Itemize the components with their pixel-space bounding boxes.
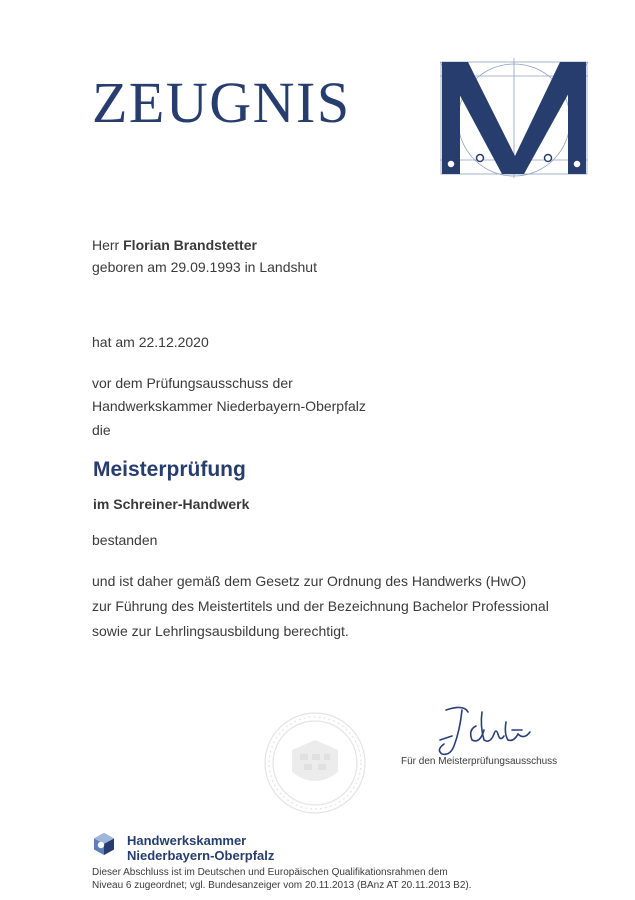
handwritten-signature-icon bbox=[432, 700, 538, 764]
org-name-line-1: Handwerkskammer bbox=[127, 833, 247, 848]
embossed-seal-icon bbox=[262, 710, 368, 816]
handwerkskammer-logo-icon bbox=[92, 832, 116, 856]
article-text: die bbox=[92, 422, 111, 438]
entitlement-line-2: zur Führung des Meistertitels und der Bezeichnung Bachelor Professional bbox=[92, 598, 549, 614]
org-name-line-2: Niederbayern-Oberpfalz bbox=[127, 848, 275, 863]
footnote-line-2: Niveau 6 zugeordnet; vgl. Bundesanzeiger vom 20.11.2013 (BAnz AT 20.11.2013 B2). bbox=[92, 880, 472, 891]
candidate-name-line bbox=[92, 236, 257, 254]
candidate-name: Florian Brandstetter bbox=[123, 237, 257, 253]
entitlement-line-1: und ist daher gemäß dem Gesetz zur Ordnung des Handwerks (HwO) bbox=[92, 573, 527, 589]
exam-date-line: hat am 22.12.2020 bbox=[92, 334, 209, 350]
m-monogram-logo-icon bbox=[440, 58, 588, 178]
committee-line-1: vor dem Prüfungsausschuss der bbox=[92, 375, 293, 391]
signature-caption: Für den Meisterprüfungsausschuss bbox=[401, 756, 558, 767]
document-title: ZEUGNIS bbox=[92, 70, 351, 135]
result-text: bestanden bbox=[92, 532, 158, 548]
committee-line-2: Handwerkskammer Niederbayern-Oberpfalz bbox=[92, 398, 366, 414]
salutation: Herr bbox=[92, 237, 120, 253]
birth-line: geboren am 29.09.1993 in Landshut bbox=[92, 259, 317, 275]
footnote-line-1: Dieser Abschluss ist im Deutschen und Europäischen Qualifikationsrahmen dem bbox=[92, 867, 448, 878]
exam-title: Meisterprüfung bbox=[93, 458, 246, 481]
entitlement-line-3: sowie zur Lehrlingsausbildung berechtigt. bbox=[92, 623, 349, 639]
trade-line: im Schreiner-Handwerk bbox=[93, 496, 250, 512]
